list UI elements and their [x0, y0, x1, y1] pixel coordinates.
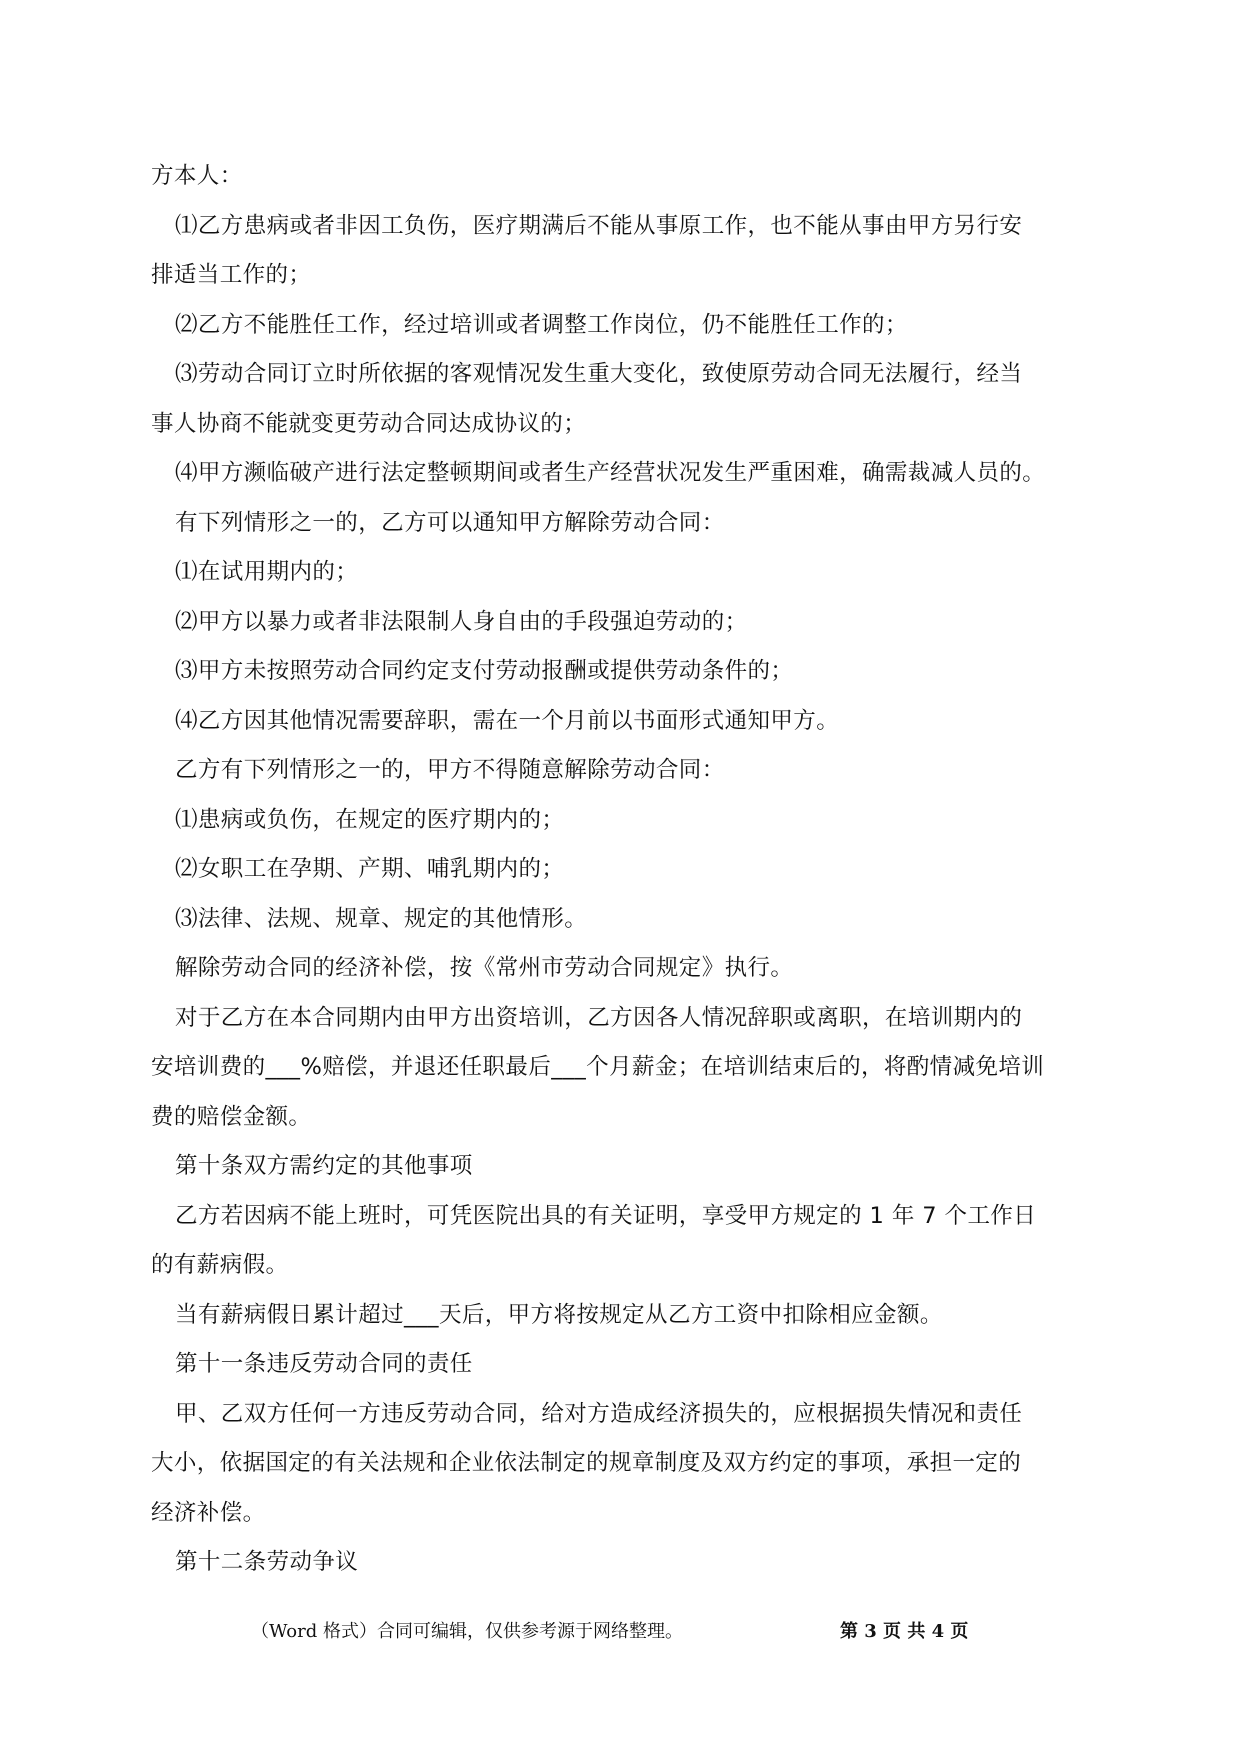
- body-line: 有下列情形之一的，乙方可以通知甲方解除劳动合同：: [175, 509, 725, 536]
- body-line: 对于乙方在本合同期内由甲方出资培训，乙方因各人情况辞职或离职，在培训期内的: [175, 1004, 1023, 1031]
- body-line: 方本人：: [151, 163, 243, 189]
- section-heading: 第十二条劳动争议: [175, 1549, 359, 1575]
- body-line: ⑷甲方濒临破产进行法定整顿期间或者生产经营状况发生严重困难，确需裁减人员的。: [175, 460, 1046, 486]
- section-heading: 第十一条违反劳动合同的责任: [175, 1351, 473, 1377]
- body-line: 的有薪病假。: [151, 1252, 289, 1278]
- body-line: 经济补偿。: [151, 1499, 266, 1526]
- body-line: ⑴患病或负伤，在规定的医疗期内的；: [175, 806, 565, 833]
- body-line: 解除劳动合同的经济补偿，按《常州市劳动合同规定》执行。: [175, 955, 794, 981]
- body-line: 乙方若因病不能上班时，可凭医院出具的有关证明，享受甲方规定的 1 年 7 个工作日: [175, 1202, 1037, 1229]
- body-line: ⑶法律、法规、规章、规定的其他情形。: [175, 905, 588, 932]
- body-line: ⑴在试用期内的；: [175, 559, 359, 585]
- body-line: 乙方有下列情形之一的，甲方不得随意解除劳动合同：: [175, 757, 725, 783]
- section-heading: 第十条双方需约定的其他事项: [175, 1153, 473, 1179]
- body-line: ⑶甲方未按照劳动合同约定支付劳动报酬或提供劳动条件的；: [175, 658, 794, 684]
- body-line: 事人协商不能就变更劳动合同达成协议的；: [151, 410, 587, 437]
- body-line: 安培训费的___%赔偿，并退还任职最后___个月薪金；在培训结束后的，将酌情减免培训: [151, 1054, 1045, 1080]
- body-line: ⑵甲方以暴力或者非法限制人身自由的手段强迫劳动的；: [175, 608, 748, 635]
- body-line: ⑷乙方因其他情况需要辞职，需在一个月前以书面形式通知甲方。: [175, 707, 840, 734]
- body-line: 甲、乙双方任何一方违反劳动合同，给对方造成经济损失的，应根据损失情况和责任: [175, 1400, 1023, 1427]
- footer-note: （Word 格式）合同可编辑，仅供参考源于网络整理。: [251, 1621, 683, 1642]
- body-line: ⑴乙方患病或者非因工负伤，医疗期满后不能从事原工作，也不能从事由甲方另行安: [175, 212, 1023, 239]
- body-line: ⑵女职工在孕期、产期、哺乳期内的；: [175, 856, 565, 882]
- body-line: ⑵乙方不能胜任工作，经过培训或者调整工作岗位，仍不能胜任工作的；: [175, 311, 908, 338]
- page-footer: [0, 1617, 1241, 1647]
- document-body: [151, 152, 1091, 1588]
- page-number: 第 3 页 共 4 页: [840, 1621, 969, 1642]
- body-line: 当有薪病假日累计超过___天后，甲方将按规定从乙方工资中扣除相应金额。: [175, 1301, 943, 1328]
- body-line: 大小，依据国定的有关法规和企业依法制定的规章制度及双方约定的事项，承担一定的: [151, 1450, 1022, 1476]
- body-line: 排适当工作的；: [151, 262, 312, 288]
- body-line: ⑶劳动合同订立时所依据的客观情况发生重大变化，致使原劳动合同无法履行，经当: [175, 361, 1023, 387]
- body-line: 费的赔偿金额。: [151, 1103, 312, 1130]
